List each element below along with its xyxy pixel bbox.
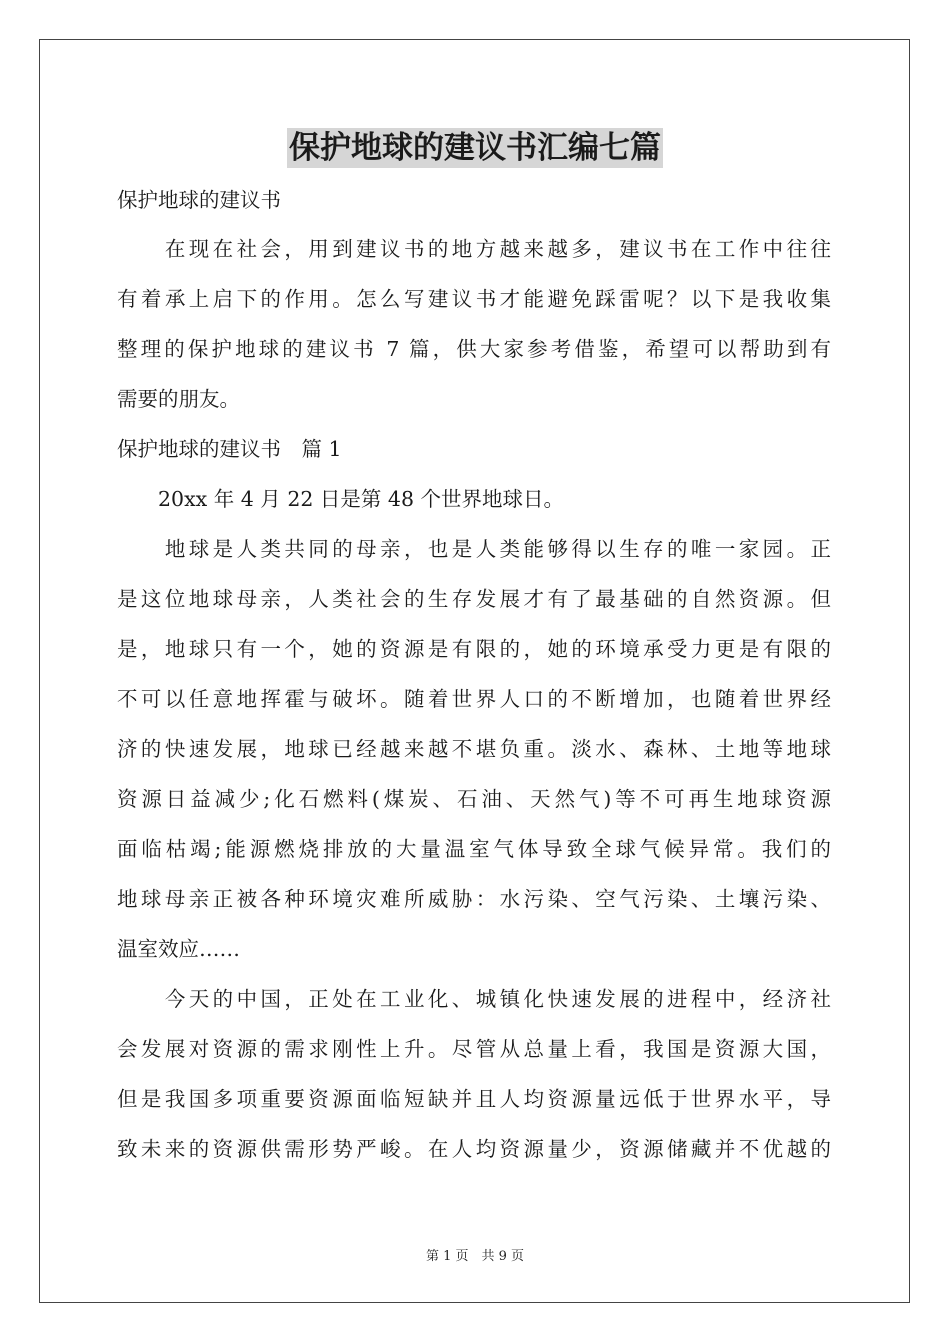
paragraph-line: 地球母亲正被各种环境灾难所威胁：水污染、空气污染、土壤污染、	[117, 887, 831, 911]
paragraph-line: 是这位地球母亲，人类社会的生存发展才有了最基础的自然资源。但	[117, 587, 831, 611]
paragraph-line: 济的快速发展，地球已经越来越不堪负重。淡水、森林、土地等地球	[117, 737, 831, 761]
paragraph-line: 会发展对资源的需求刚性上升。尽管从总量上看，我国是资源大国，	[117, 1037, 831, 1061]
page-number: 第 1 页 共 9 页	[425, 1249, 525, 1264]
paragraph-line: 20xx 年 4 月 22 日是第 48 个世界地球日。	[117, 487, 565, 511]
paragraph-line: 致未来的资源供需形势严峻。在人均资源量少，资源储藏并不优越的	[117, 1137, 831, 1161]
paragraph-line: 不可以任意地挥霍与破坏。随着世界人口的不断增加，也随着世界经	[117, 687, 831, 711]
paragraph-line: 需要的朋友。	[117, 387, 240, 411]
paragraph-line: 地球是人类共同的母亲，也是人类能够得以生存的唯一家园。正	[117, 537, 831, 561]
paragraph-line: 今天的中国，正处在工业化、城镇化快速发展的进程中，经济社	[117, 987, 831, 1011]
section-heading: 保护地球的建议书	[117, 188, 281, 212]
paragraph-line: 有着承上启下的作用。怎么写建议书才能避免踩雷呢？以下是我收集	[117, 287, 831, 311]
paragraph-line: 整理的保护地球的建议书 7 篇，供大家参考借鉴，希望可以帮助到有	[117, 337, 831, 361]
document-title: 保护地球的建议书汇编七篇	[289, 130, 661, 166]
paragraph-line: 温室效应……	[117, 937, 240, 961]
paragraph-line: 但是我国多项重要资源面临短缺并且人均资源量远低于世界水平，导	[117, 1087, 831, 1111]
section-heading: 保护地球的建议书 篇 1	[117, 437, 342, 461]
paragraph-line: 资源日益减少;化石燃料(煤炭、石油、天然气)等不可再生地球资源	[117, 787, 831, 811]
paragraph-line: 面临枯竭;能源燃烧排放的大量温室气体导致全球气候异常。我们的	[117, 837, 831, 861]
paragraph-line: 在现在社会，用到建议书的地方越来越多，建议书在工作中往往	[117, 237, 831, 261]
paragraph-line: 是，地球只有一个，她的资源是有限的，她的环境承受力更是有限的	[117, 637, 831, 661]
title-container	[0, 128, 950, 168]
